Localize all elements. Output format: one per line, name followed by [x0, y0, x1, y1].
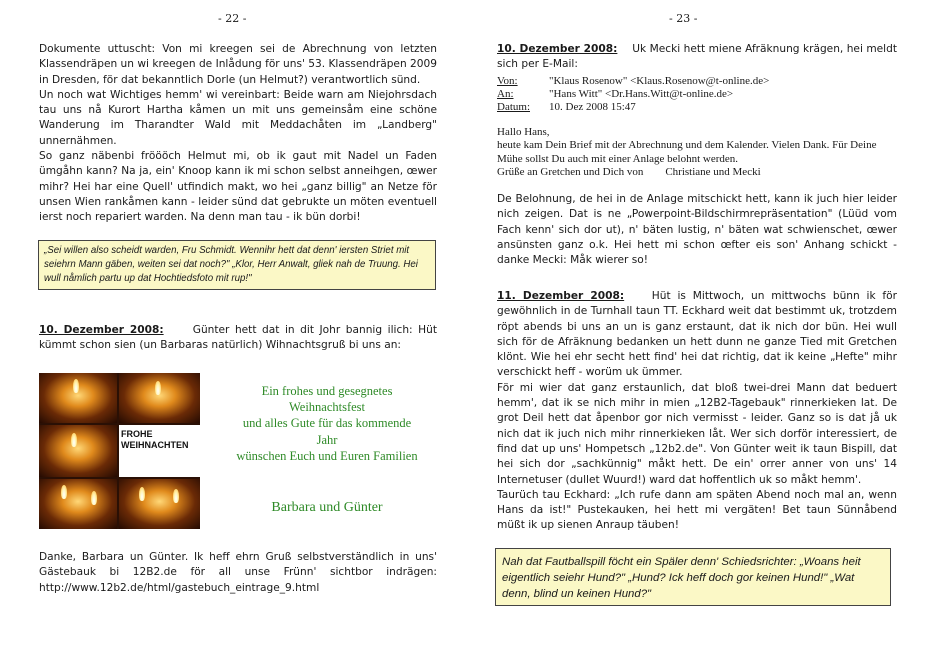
joke-box: „Sei willen also scheidt warden, Fru Schmidt. Wennihr hett dat denn' iersten Striet mit seiehrn Mann gäben, weiten sei dat noch?" „Klor, Herr Anwalt, gliek nah de Truung. Hei wull nåmlich partu up dat Hochtiedsfoto mit rup!"	[38, 240, 436, 290]
candle-flame-icon	[73, 379, 79, 393]
entry-dec10	[497, 42, 897, 73]
closing-text: Danke, Barbara un Günter. Ik heff ehrn Gruß selbstverständlich in uns' Gästebauk bi 12B2.de för all unse Frünn' sichtbor indrägen: http://www.12b2.de/html/gastebuch_eintrage_9.html	[39, 551, 437, 594]
section-heading: 10. Dezember 2008:	[497, 43, 618, 55]
section-heading: 10. Dezember 2008:	[39, 324, 164, 336]
candle-flame-icon	[173, 489, 179, 503]
candle-flame-icon	[91, 491, 97, 505]
entry-dec11: 11. Dezember 2008: Hüt is Mittwoch, un mittwochs bünn ik för gewöhnlich in de Turnhall taun TT. Eckhard weit dat bestimmt uk, trotzdem röpt abends bi uns an un is ganz erstaunt, dat ik nich dor bün. Hei wull sich för de Afräknung bedanken un hett dunn ne ganze Tied mit Gretchen klönt. Wie hei ehr secht hett find' hei dat richtig, dat ik keine „Hefte" mihr verschickt heff - worüm uk ümmer. För mi wier dat ganz erstaunlich, dat bloß twei-drei Mann dat beduert hemm', dat ik se nich mihr in mien „12B2-Tagebauk" rinnerkieken lat. De grot Deil hett dat åpenbor gor nich vermisst - leider. Ganz so is dat jå uk nich dat ik juch nich mihr rinnerkieken låt. Wer sich dorför interessiert, de find dat up uns' Hompetsch „12b2.de". Von Günter weit ik taun Bispill, dat hei sich dor „sachkünnig" måkt hett. De ein' orrer anner von uns' 14 Internetuser (dullet Wuurd!) ward dat hoffentlich uk so måkt hemm'. Taurüch tau Eckhard: „Ich rufe dann am späten Abend noch mal an, wenn Hans da ist!" Pustekauken, hei hett mi vergäten! Bet taun Sünnåbend müßt ik up sienen Anraup täuben!	[497, 290, 897, 532]
section-text: Günter hett dat in dit Johr bannig ilich: Hüt kümmt schon sien (un Barbaras natürlich) Wihnachtsgruß bi uns an:	[39, 324, 437, 352]
candle-flame-icon	[155, 381, 161, 395]
candle-flame-icon	[61, 485, 67, 499]
reward-paragraph: De Belohnung, de hei in de Anlage mitschickt hett, kann ik juch hier leider nich zeigen. Dat is ne „Powerpoint-Bildschirmrepräsentation" (Lüüd vom Fach kenn' sich dor ut), n' bäten lustig, n' bäten wat schwienschet, œwer ansünsten ganz o.k. Hei hett mi schon œfter eis son' Anhang schickt - danke Mecki: Måk wierer so!	[497, 193, 897, 267]
paragraph: Un noch wat Wichtiges hemm' wi vereinbart: Beide warn am Niejohrsdach tau uns nå Kurort Hartha kåmen un mit uns gemeinsåm eine schöne Wanderung im Tharandter Wald mit Meddachåten im „Landberg" unnernähmen.	[39, 88, 437, 147]
photo-caption: FROHE WEIHNACHTEN	[121, 429, 189, 450]
intro-text	[39, 42, 437, 226]
christmas-card-photo	[39, 373, 200, 529]
section-text: Uk Mecki hett miene Afräknung krägen, hei meldt sich per E-Mail:	[497, 43, 897, 71]
right-page	[465, 0, 929, 645]
page-number: - 22 -	[218, 12, 247, 25]
paragraph: Dokumente uttuscht: Von mi kreegen sei de Abrechnung von letzten Klassendräpen un wi kreegen de Inlådung för uns' 53. Klassendräpen 2009 in Dresden, för dat bekanntlich Dorle (un Helmut?) verantwortlich sünd.	[39, 43, 437, 86]
joke-box: Nah dat Fautballspill föcht ein Späler denn' Schiedsrichter: „Woans heit eigentlich seiehr Hund?" „Hund? Ick heff doch gor keinen Hund!" „Wat denn, blind un keinen Hund?"	[495, 548, 891, 606]
email-body: Hallo Hans, heute kam Dein Brief mit der Abrechnung und dem Kalender. Vielen Dank. Für Deine Mühe sollst Du auch mit einer Anlage belohnt werden. Grüße an Gretchen und Dich von Christiane und Mecki	[497, 126, 877, 179]
card-signature: Barbara und Günter	[271, 500, 383, 515]
paragraph: So ganz näbenbi fröööch Helmut mi, ob ik gaut mit Nadel un Faden ümgåhn kann? Na ja, ein' Knoop kann ik mi schon selbst anneihgen, œwer mihr? Hei har eine Quell' utfindich makt, wo hei „ganz billig" an Netze för unsen Wien rankåmen kann - leider sünd dat gebrukte un möten eventuell ierst noch repariert warden. Na denn man tau - ik bün dorbi!	[39, 150, 437, 224]
page-number: - 23 -	[669, 12, 698, 25]
section-dec10	[39, 323, 437, 354]
candle-flame-icon	[71, 433, 77, 447]
email-headers: Von: "Klaus Rosenow" <Klaus.Rosenow@t-online.de> An: "Hans Witt" <Dr.Hans.Witt@t-online.de> Datum: 10. Dez 2008 15:47	[497, 75, 770, 113]
candle-flame-icon	[139, 487, 145, 501]
section-heading: 11. Dezember 2008:	[497, 290, 625, 302]
card-greeting: Ein frohes und gesegnetes Weihnachtsfest und alles Gute für das kommende Jahr wünschen Euch und Euren Familien	[236, 384, 418, 463]
